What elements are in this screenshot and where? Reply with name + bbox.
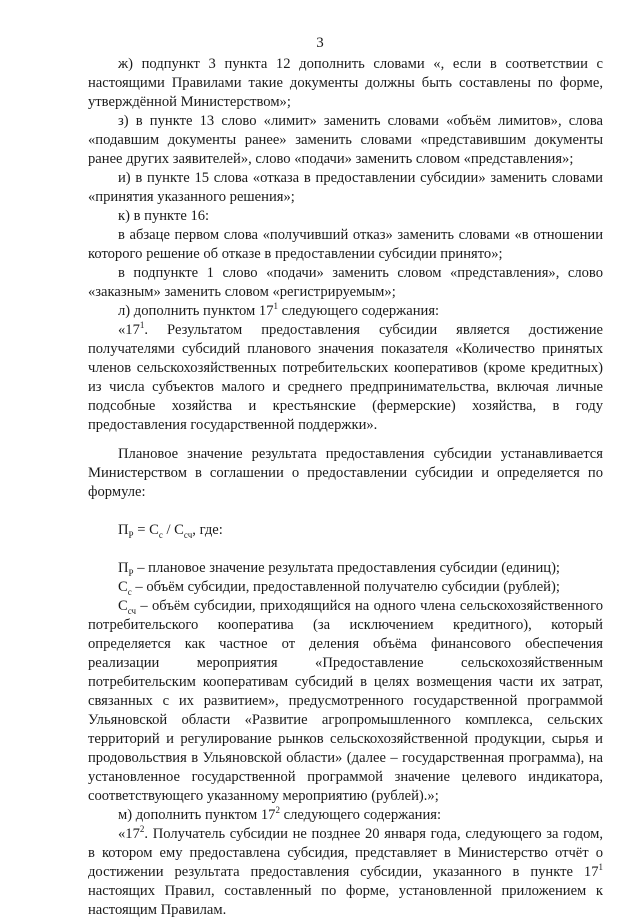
superscript: 1 bbox=[598, 862, 603, 873]
text-span: следующего содержания: bbox=[278, 303, 440, 319]
paragraph-z: з) в пункте 13 слово «лимит» заменить словами «объём лимитов», слова «подавшим документы ранее» заменить словами «представившим документы ранее других заявителей», слово «подачи» заменить словом «представления»; bbox=[88, 113, 603, 167]
definition-csch bbox=[88, 597, 603, 806]
subscript: сч bbox=[127, 605, 137, 616]
paragraph-17-1 bbox=[88, 321, 603, 435]
text-span: «17 bbox=[118, 322, 140, 338]
formula-symbol: С bbox=[118, 579, 128, 595]
text-span: следующего содержания: bbox=[279, 807, 442, 823]
formula-symbol: П bbox=[118, 522, 129, 538]
paragraph-m bbox=[88, 806, 603, 825]
superscript: 2 bbox=[139, 824, 145, 835]
subscript: Р bbox=[128, 567, 134, 578]
paragraph-k: к) в пункте 16: bbox=[118, 208, 210, 224]
formula-symbol: = С bbox=[133, 522, 159, 538]
text-span: «17 bbox=[118, 826, 140, 842]
text-span: – объём субсидии, приходящийся на одного члена сельскохозяйственного потребительского кооператива (за исключением кредитного), который определяется как частное от деления объёма финансового обеспечения реализации мероприятия «Предоставление сельскохозяйственным потребительским кооперативам субсидий в целях возмещения части их затрат, связанных с их развитием», предусмотренного государственной программой Ульяновской области «Развитие агропромышленного комплекса, сельских территорий и регулирование рынков сельскохозяйственной продукции, сырья и продовольствия в Ульяновской области» (далее – государственная программа), на установленное государственной программой значение целевого индикатора, соответствующего указанному мероприятию (рублей).»; bbox=[88, 598, 603, 804]
document-body bbox=[88, 55, 603, 920]
paragraph-17-2 bbox=[88, 825, 603, 920]
superscript: 1 bbox=[273, 301, 279, 312]
paragraph-k2: в подпункте 1 слово «подачи» заменить словом «представления», слово «заказным» заменить словом «регистрируемым»; bbox=[88, 265, 603, 300]
formula bbox=[88, 521, 603, 540]
subscript: Р bbox=[128, 529, 134, 540]
text-span: , где: bbox=[192, 522, 223, 538]
superscript: 1 bbox=[139, 320, 145, 331]
paragraph-plan: Плановое значение результата предоставления субсидии устанавливается Министерством в соглашении о предоставлении субсидии и определяется по формуле: bbox=[88, 446, 603, 500]
formula-symbol: С bbox=[118, 598, 128, 614]
subscript: с bbox=[158, 529, 163, 540]
text-span: . Получатель субсидии не позднее 20 января года, следующего за годом, в котором ему предоставлена субсидия, представляет в Министерство отчёт о достижении результата предоставления субсидии, указанного в пункте 17 bbox=[88, 826, 603, 880]
text-span: л) дополнить пунктом 17 bbox=[118, 303, 274, 319]
definition-cc bbox=[88, 578, 603, 597]
formula-symbol: П bbox=[118, 560, 129, 576]
subscript: сч bbox=[183, 529, 193, 540]
superscript: 2 bbox=[275, 805, 280, 816]
definition-pr bbox=[88, 559, 603, 578]
paragraph-k1: в абзаце первом слова «получивший отказ» заменить словами «в отношении которого решение об отказе в предоставлении субсидии принято»; bbox=[88, 227, 603, 262]
text-span: – плановое значение результата предоставления субсидии (единиц); bbox=[133, 560, 560, 576]
text-span: настоящих Правил, составленный по форме, установленной приложением к настоящим Правилам. bbox=[88, 883, 603, 918]
page-number: 3 bbox=[316, 35, 324, 51]
subscript: с bbox=[127, 586, 132, 597]
paragraph-i: и) в пункте 15 слова «отказа в предоставлении субсидии» заменить словами «принятия указанного решения»; bbox=[88, 170, 603, 205]
paragraph-zh: ж) подпункт 3 пункта 12 дополнить словами «, если в соответствии с настоящими Правилами такие документы должны быть составлены по форме, утверждённой Министерством»; bbox=[88, 56, 603, 110]
paragraph-l bbox=[88, 302, 603, 321]
text-span: м) дополнить пунктом 17 bbox=[118, 807, 276, 823]
text-span: – объём субсидии, предоставленной получателю субсидии (рублей); bbox=[131, 579, 560, 595]
formula-symbol: / С bbox=[162, 522, 184, 538]
text-span: . Результатом предоставления субсидии является достижение получателями субсидий планового значения показателя «Количество принятых членов сельскохозяйственных потребительских кооперативов (кроме кредитных) из числа субъектов малого и среднего предпринимательства, включая личные подсобные хозяйства и крестьянские (фермерские) хозяйства, в году предоставления государственной поддержки». bbox=[88, 322, 603, 433]
